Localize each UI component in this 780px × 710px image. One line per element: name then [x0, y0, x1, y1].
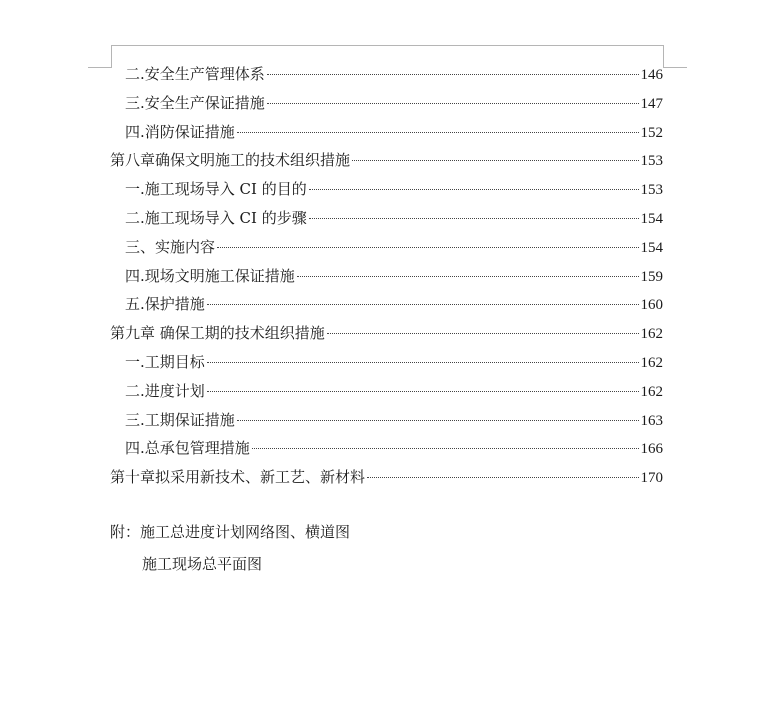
toc-dot-leader — [207, 362, 639, 363]
toc-entry-title: 第九章 确保工期的技术组织措施 — [110, 324, 325, 343]
toc-page-number: 152 — [640, 124, 663, 141]
toc-page-number: 153 — [640, 182, 663, 199]
header-rule — [112, 45, 663, 46]
toc-page-number: 162 — [640, 383, 663, 400]
toc-dot-leader — [367, 477, 638, 478]
toc-dot-leader — [327, 333, 639, 334]
toc-chapter-entry[interactable] — [110, 466, 663, 495]
toc-page-number: 162 — [640, 326, 663, 343]
toc-page-number: 170 — [640, 470, 663, 487]
toc-entry-title: 三.工期保证措施 — [125, 410, 235, 429]
appendix-line: 施工现场总平面图 — [142, 555, 263, 573]
toc-entry-title: 五.保护措施 — [125, 295, 205, 314]
toc-dot-leader — [309, 218, 639, 219]
toc-section-entry[interactable] — [110, 207, 663, 236]
toc-dot-leader — [217, 247, 638, 248]
toc-section-entry[interactable] — [110, 437, 663, 466]
toc-page-number: 146 — [640, 67, 663, 83]
toc-entry-title: 四.消防保证措施 — [125, 122, 235, 141]
toc-section-entry[interactable] — [110, 121, 663, 150]
toc-page-number: 163 — [640, 412, 663, 429]
toc-page-number: 160 — [640, 297, 663, 314]
toc-entry-title: 一.工期目标 — [125, 352, 205, 371]
toc-dot-leader — [309, 189, 639, 190]
toc-section-entry[interactable] — [110, 351, 663, 380]
toc-entry-title: 四.总承包管理措施 — [125, 439, 250, 458]
toc-section-entry[interactable] — [110, 409, 663, 438]
toc-entry-title: 一.施工现场导入 CI 的目的 — [125, 180, 307, 199]
toc-section-entry[interactable] — [110, 380, 663, 409]
toc-entry-title: 三.安全生产保证措施 — [125, 93, 265, 112]
toc-dot-leader — [207, 304, 639, 305]
toc-page-number: 154 — [640, 239, 663, 256]
table-of-contents — [110, 63, 663, 495]
appendix-line: 附：施工总进度计划网络图、横道图 — [110, 523, 351, 541]
toc-section-entry[interactable] — [110, 178, 663, 207]
crop-mark-top-right — [663, 45, 687, 68]
toc-entry-title: 二.施工现场导入 CI 的步骤 — [125, 208, 307, 227]
crop-mark-top-left — [88, 45, 112, 68]
toc-dot-leader — [237, 132, 639, 133]
toc-page-number: 154 — [640, 210, 663, 227]
toc-dot-leader — [207, 391, 639, 392]
toc-entry-title: 二.进度计划 — [125, 381, 205, 400]
toc-dot-leader — [267, 74, 639, 75]
toc-dot-leader — [237, 420, 639, 421]
toc-entry-title: 二.安全生产管理体系 — [125, 65, 265, 83]
toc-entry-title: 第十章拟采用新技术、新工艺、新材料 — [110, 468, 366, 487]
toc-page-number: 162 — [640, 354, 663, 371]
toc-section-entry[interactable] — [110, 92, 663, 121]
toc-section-entry[interactable] — [110, 63, 663, 92]
toc-page-number: 147 — [640, 95, 663, 112]
toc-section-entry[interactable] — [110, 265, 663, 294]
toc-chapter-entry[interactable] — [110, 322, 663, 351]
toc-dot-leader — [297, 276, 639, 277]
toc-entry-title: 四.现场文明施工保证措施 — [125, 266, 295, 285]
toc-dot-leader — [352, 160, 638, 161]
toc-chapter-entry[interactable] — [110, 149, 663, 178]
toc-section-entry[interactable] — [110, 293, 663, 322]
toc-entry-title: 第八章确保文明施工的技术组织措施 — [110, 151, 351, 170]
toc-page-number: 153 — [640, 153, 663, 170]
toc-entry-title: 三、实施内容 — [125, 237, 216, 256]
toc-dot-leader — [267, 103, 639, 104]
toc-page-number: 159 — [640, 268, 663, 285]
appendix — [110, 520, 350, 584]
toc-dot-leader — [252, 448, 639, 449]
toc-page-number: 166 — [640, 441, 663, 458]
toc-section-entry[interactable] — [110, 236, 663, 265]
